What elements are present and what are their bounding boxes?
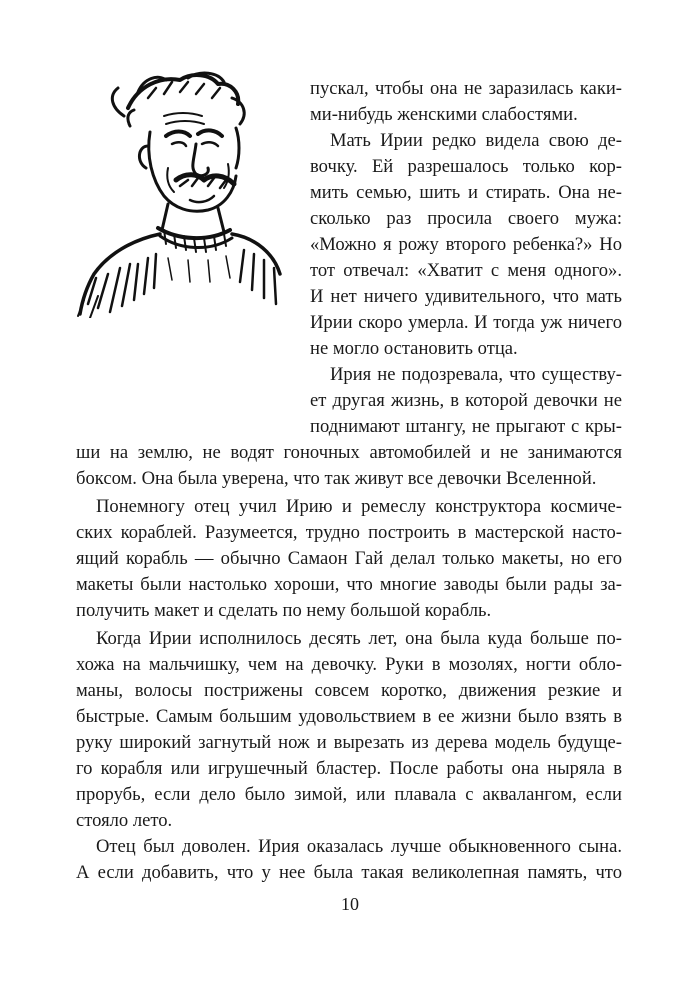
text-line: руку широкий загнутый нож и вырезать из дерева модель будуще- bbox=[76, 732, 622, 753]
text-line: ящий корабль — обычно Самаон Гай делал только макеты, но его bbox=[76, 548, 622, 569]
text-line: Мать Ирии редко видела свою де- bbox=[330, 130, 622, 151]
text-line: ши на землю, не водят гоночных автомобилей и не занимаются bbox=[76, 442, 622, 463]
text-line: сколько раз просила своего мужа: bbox=[310, 208, 622, 229]
text-line: ских кораблей. Разумеется, трудно построить в мастерской насто- bbox=[76, 522, 622, 543]
text-line: маны, волосы пострижены совсем коротко, движения резкие и bbox=[76, 680, 622, 701]
text-line: быстрые. Самым большим удовольствием в ее жизни было взять в bbox=[76, 706, 622, 727]
text-line: Ирия не подозревала, что существу- bbox=[330, 364, 622, 385]
text-line: И нет ничего удивительного, что мать bbox=[310, 286, 622, 307]
old-man-portrait-icon bbox=[68, 68, 286, 318]
text-line: получить макет и сделать по нему большой корабль. bbox=[76, 600, 492, 621]
text-line: А если добавить, что у нее была такая великолепная память, что bbox=[76, 862, 622, 883]
text-line: тот отвечал: «Хватит с меня одного». bbox=[310, 260, 622, 281]
text-line: стояло лето. bbox=[76, 810, 173, 831]
page-number: 10 bbox=[341, 894, 359, 914]
text-line: «Можно я рожу второго ребенка?» Но bbox=[310, 234, 622, 255]
text-line: Понемногу отец учил Ирию и ремеслу конструктора космиче- bbox=[96, 496, 622, 517]
text-line: ми-нибудь женскими слабостями. bbox=[310, 104, 578, 125]
text-line: макеты были настолько хороши, что многие заводы были рады за- bbox=[76, 574, 622, 595]
text-line: пускал, чтобы она не заразилась каки- bbox=[310, 78, 622, 99]
text-line: вочку. Ей разрешалось только кор- bbox=[310, 156, 622, 177]
text-line: хожа на мальчишку, чем на девочку. Руки в мозолях, ногти обло- bbox=[76, 654, 622, 675]
text-line: Ирии скоро умерла. И тогда уж ничего bbox=[310, 312, 622, 333]
text-line: прорубь, если дело было зимой, или плавала с аквалангом, если bbox=[76, 784, 622, 805]
text-line: Отец был доволен. Ирия оказалась лучше обыкновенного сына. bbox=[96, 836, 622, 857]
text-line: боксом. Она была уверена, что так живут все девочки Вселенной. bbox=[76, 468, 597, 489]
text-line: не могло остановить отца. bbox=[310, 338, 518, 359]
text-line: мить семью, шить и стирать. Она не- bbox=[310, 182, 622, 203]
text-line: поднимают штангу, не прыгают с кры- bbox=[310, 416, 622, 437]
text-line: ет другая жизнь, в которой девочки не bbox=[310, 390, 622, 411]
text-line: го корабля или игрушечный бластер. После работы она ныряла в bbox=[76, 758, 622, 779]
text-line: Когда Ирии исполнилось десять лет, она была куда больше по- bbox=[96, 628, 622, 649]
